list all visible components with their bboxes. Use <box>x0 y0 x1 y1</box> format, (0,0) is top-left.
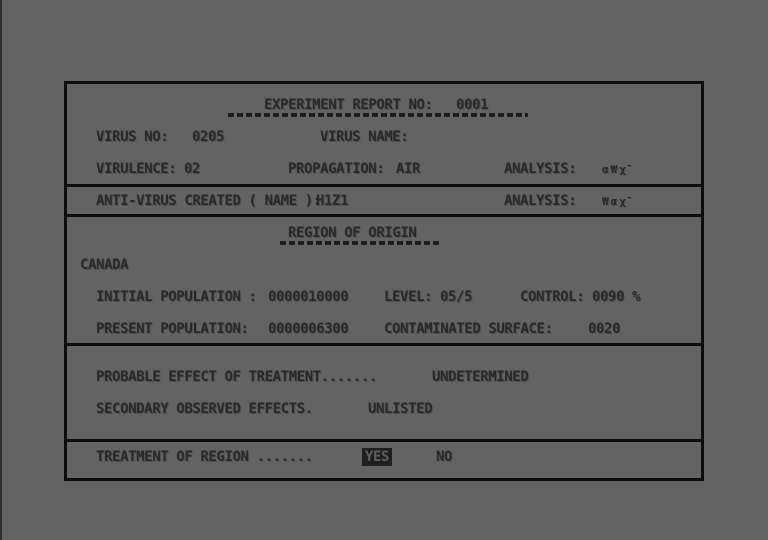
probable-effect-value: UNDETERMINED <box>432 369 529 385</box>
screen-left-edge <box>0 0 2 540</box>
virus-analysis-symbols-icon: α₩χ̄ <box>602 163 628 176</box>
section-divider-4 <box>67 439 701 442</box>
region-name: CANADA <box>80 257 129 273</box>
virulence-label: VIRULENCE: <box>96 161 177 177</box>
virus-analysis-label: ANALYSIS: <box>504 161 577 177</box>
region-title-underline <box>280 241 440 245</box>
virus-no-label: VIRUS NO: <box>96 129 169 145</box>
contaminated-surface-value: 0020 <box>588 321 621 337</box>
section-divider-3 <box>67 343 701 346</box>
section-divider-1 <box>67 184 701 187</box>
region-treatment-label: TREATMENT OF REGION ....... <box>96 449 313 465</box>
antivirus-analysis-label: ANALYSIS: <box>504 193 577 209</box>
report-no-value: 0001 <box>456 97 489 113</box>
control-value: 0090 % <box>592 289 641 305</box>
virulence-value: 02 <box>184 161 201 177</box>
antivirus-name-value: H1Z1 <box>316 193 349 209</box>
region-section-title: REGION OF ORIGIN <box>288 225 417 241</box>
present-population-value: 0000006300 <box>268 321 349 337</box>
secondary-effects-value: UNLISTED <box>368 401 433 417</box>
title-underline <box>228 113 528 117</box>
level-label: LEVEL: <box>384 289 433 305</box>
treatment-yes-option[interactable]: YES <box>362 448 392 466</box>
level-value: 05/5 <box>440 289 473 305</box>
section-divider-2 <box>67 214 701 217</box>
propagation-label: PROPAGATION: <box>288 161 385 177</box>
probable-effect-label: PROBABLE EFFECT OF TREATMENT....... <box>96 369 378 385</box>
virus-no-value: 0205 <box>192 129 225 145</box>
initial-population-value: 0000010000 <box>268 289 349 305</box>
antivirus-created-label: ANTI-VIRUS CREATED ( NAME ): <box>96 193 321 209</box>
report-title-label: EXPERIMENT REPORT NO: <box>264 97 433 113</box>
initial-population-label: INITIAL POPULATION : <box>96 289 257 305</box>
propagation-value: AIR <box>396 161 421 177</box>
control-label: CONTROL: <box>520 289 585 305</box>
antivirus-analysis-symbols-icon: ₩αχ̄ <box>602 195 628 208</box>
treatment-no-option[interactable]: NO <box>436 449 453 465</box>
contaminated-surface-label: CONTAMINATED SURFACE: <box>384 321 553 337</box>
secondary-effects-label: SECONDARY OBSERVED EFFECTS. <box>96 401 313 417</box>
present-population-label: PRESENT POPULATION: <box>96 321 249 337</box>
virus-name-label: VIRUS NAME: <box>320 129 409 145</box>
